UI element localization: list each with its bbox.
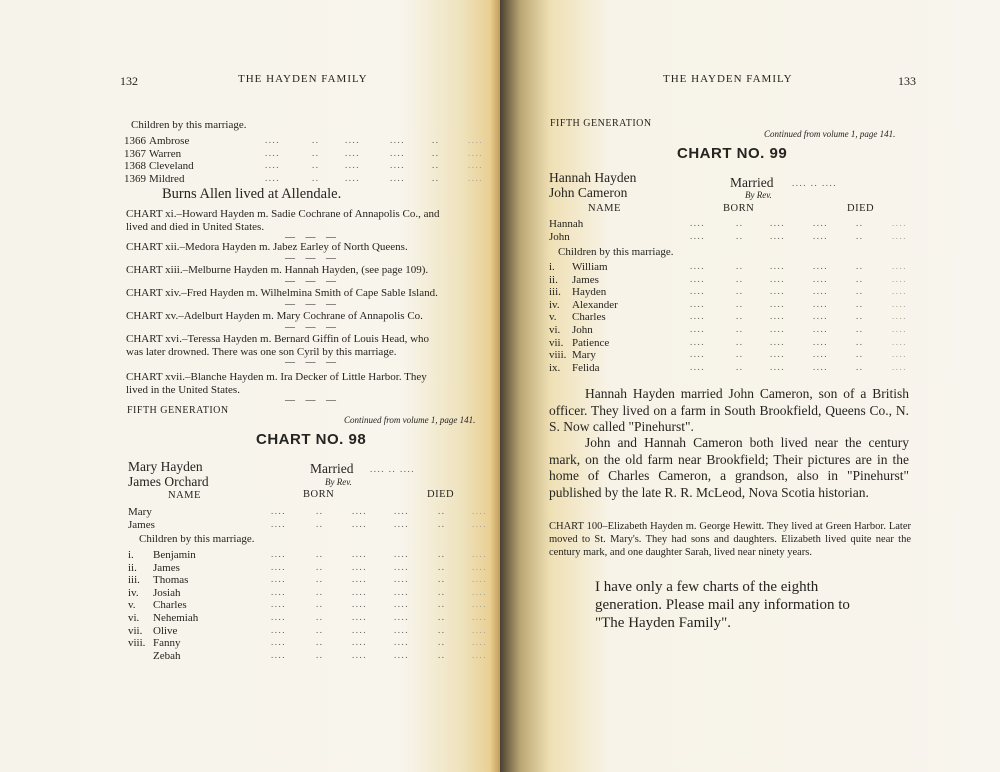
dot-leader: .. [312, 147, 320, 158]
dot-leader: .... [345, 135, 360, 145]
dot-leader: .. [736, 231, 744, 241]
dot-leader: .... [472, 612, 487, 622]
page-number: 132 [120, 74, 138, 88]
col-died: DIED [427, 489, 455, 500]
dot-leader: .. [316, 649, 324, 660]
continued-note: Continued from volume 1, page 141. [764, 129, 896, 139]
child-number: ii. [128, 561, 137, 574]
dot-leader: .... [892, 286, 907, 297]
dot-leader: .... [271, 637, 286, 648]
dot-leader: .. [856, 273, 864, 284]
col-died: DIED [847, 203, 875, 214]
dot-leader: .... [770, 286, 785, 297]
dot-leader: .... [770, 298, 785, 309]
dot-leader: .. [316, 612, 324, 622]
dot-leader: .. [316, 574, 324, 585]
dot-leader: .. [736, 286, 744, 297]
dot-leader: .. [316, 549, 324, 559]
dot-leader: .. [736, 349, 744, 360]
dot-leader: .... [271, 506, 286, 516]
dot-leader: .... [345, 172, 360, 183]
child-number: iv. [128, 586, 139, 599]
child-number: i. [128, 549, 134, 561]
child-name: Thomas [153, 574, 189, 587]
child-number: iii. [128, 574, 140, 587]
chart-100-note: CHART 100–Elizabeth Hayden m. George Hewitt. They lived at Green Harbor. Later moved to St. Mary's. They had sons and daughters. Elizabeth lived quite near the century mark, and one daughter Sarah, lived near ninety years. [549, 521, 911, 558]
dot-leader: .... [690, 324, 705, 334]
dot-leader: .. [316, 624, 324, 635]
dot-leader: .... [690, 273, 705, 284]
child-number: iii. [549, 286, 561, 299]
dot-leader: .. [856, 361, 864, 372]
dot-leader: .... [690, 261, 705, 271]
dot-leader: .... [690, 231, 705, 241]
married-dots: .... .. .... [370, 464, 415, 474]
dot-leader: .... [770, 261, 785, 271]
child-number: vi. [549, 324, 561, 336]
dot-leader: .. [856, 336, 864, 347]
separator-dashes: — — — [285, 232, 340, 243]
dot-leader: .... [813, 361, 828, 372]
dot-leader: .... [390, 172, 405, 183]
dot-leader: .... [813, 298, 828, 309]
col-name: NAME [168, 490, 201, 501]
children-label: Children by this marriage. [558, 246, 674, 258]
chart-note-line: CHART xiv.–Fred Hayden m. Wilhelmina Smith of Cape Sable Island. [126, 287, 438, 299]
dot-leader: .... [813, 324, 828, 334]
child-name: Zebah [153, 649, 181, 662]
paragraph-1: Hannah Hayden married John Cameron, son of a British officer. They lived on a farm in South Brookfield, Queens Co., N. S. Now called "Pinehurst". [549, 386, 909, 434]
child-name: Charles [572, 311, 606, 324]
dot-leader: .... [770, 231, 785, 241]
child-name: James [153, 561, 180, 574]
dot-leader: .... [892, 324, 907, 334]
dot-leader: .... [390, 160, 405, 170]
dot-leader: .. [438, 519, 446, 529]
dot-leader: .. [736, 218, 744, 228]
dot-leader: .. [438, 612, 446, 622]
dot-leader: .... [472, 519, 487, 529]
dot-leader: .... [271, 624, 286, 635]
dot-leader: .... [271, 649, 286, 660]
child-number: v. [549, 311, 557, 324]
child-name: Fanny [153, 637, 181, 650]
dot-leader: .... [271, 561, 286, 572]
chart-note-line: CHART xii.–Medora Hayden m. Jabez Earley of North Queens. [126, 241, 408, 253]
married-dots: .... .. .... [792, 178, 837, 188]
dot-leader: .... [813, 349, 828, 360]
dot-leader: .. [856, 311, 864, 322]
dot-leader: .... [813, 286, 828, 297]
chart-note-line: CHART xvii.–Blanche Hayden m. Ira Decker of Little Harbor. They [126, 371, 427, 383]
dot-leader: .. [438, 561, 446, 572]
dot-leader: .... [394, 586, 409, 597]
dot-leader: .... [352, 506, 367, 516]
dot-leader: .... [394, 574, 409, 585]
dot-leader: .... [690, 286, 705, 297]
dot-leader: .... [352, 649, 367, 660]
dot-leader: .. [856, 349, 864, 360]
child-number: iv. [549, 298, 560, 311]
parent-name: Hannah [549, 218, 584, 230]
dot-leader: .... [265, 172, 280, 183]
dot-leader: .. [316, 637, 324, 648]
dot-leader: .... [770, 361, 785, 372]
dot-leader: .... [394, 561, 409, 572]
dot-leader: .. [438, 637, 446, 648]
child-number: vii. [549, 336, 564, 349]
dot-leader: .. [736, 311, 744, 322]
spouse-2: James Orchard [128, 474, 209, 489]
child-number: 1367 [124, 147, 146, 160]
separator-dashes: — — — [285, 299, 340, 310]
dot-leader: .... [271, 586, 286, 597]
dot-leader: .... [352, 549, 367, 559]
dot-leader: .... [690, 361, 705, 372]
dot-leader: .. [736, 273, 744, 284]
dot-leader: .... [352, 561, 367, 572]
child-name: Hayden [572, 286, 607, 299]
paragraph-2: John and Hannah Cameron both lived near the century mark, on the old farm near Brookfield; Their pictures are in the home of Charles Cameron, a grandson, also in "Pinehurst" published by the late R. R. McLeod, Nova Scotia historian. [549, 435, 909, 500]
dot-leader: .... [690, 349, 705, 360]
dot-leader: .... [271, 549, 286, 559]
child-name: William [572, 261, 608, 273]
dot-leader: .... [770, 311, 785, 322]
separator-dashes: — — — [285, 276, 340, 287]
col-name: NAME [588, 203, 621, 214]
dot-leader: .. [856, 231, 864, 241]
dot-leader: .... [352, 624, 367, 635]
dot-leader: .... [770, 349, 785, 360]
child-name: Josiah [153, 586, 181, 599]
dot-leader: .... [813, 273, 828, 284]
child-number: viii. [128, 637, 146, 650]
dot-leader: .... [345, 160, 360, 170]
child-number: v. [128, 599, 136, 612]
child-name: Alexander [572, 298, 618, 311]
dot-leader: .... [394, 506, 409, 516]
dot-leader: .... [892, 218, 907, 228]
dot-leader: .. [736, 336, 744, 347]
dot-leader: .. [736, 324, 744, 334]
chart-note-line: CHART xv.–Adelburt Hayden m. Mary Cochrane of Annapolis Co. [126, 310, 423, 322]
child-name: Felida [572, 361, 600, 374]
dot-leader: .... [770, 336, 785, 347]
child-name: John [572, 324, 593, 336]
dot-leader: .. [856, 298, 864, 309]
page-number: 133 [898, 74, 916, 88]
parent-name: John [549, 231, 570, 243]
dot-leader: .. [312, 160, 320, 170]
dot-leader: .... [352, 519, 367, 529]
parent-name: James [128, 519, 155, 531]
dot-leader: .... [690, 218, 705, 228]
child-name: Benjamin [153, 549, 196, 561]
dot-leader: .... [472, 549, 487, 559]
dot-leader: .... [892, 336, 907, 347]
child-name: James [572, 273, 599, 286]
chart-note-line: lived and died in United States. [126, 221, 265, 233]
by-rev-label: By Rev. [745, 190, 772, 200]
dot-leader: .... [352, 599, 367, 610]
separator-dashes: — — — [285, 253, 340, 264]
dot-leader: .... [892, 273, 907, 284]
dot-leader: .... [690, 311, 705, 322]
dot-leader: .. [316, 561, 324, 572]
dot-leader: .... [892, 231, 907, 241]
married-label: Married [310, 461, 354, 476]
dot-leader: .... [468, 172, 483, 183]
dot-leader: .... [390, 135, 405, 145]
dot-leader: .... [265, 135, 280, 145]
dot-leader: .... [472, 649, 487, 660]
child-name: Nehemiah [153, 612, 199, 624]
child-name: Ambrose [149, 135, 190, 147]
separator-dashes: — — — [285, 357, 340, 368]
dot-leader: .... [265, 160, 280, 170]
child-name: Cleveland [149, 160, 194, 172]
dot-leader: .... [472, 561, 487, 572]
dot-leader: .. [438, 506, 446, 516]
dot-leader: .. [438, 549, 446, 559]
spouse-2: John Cameron [549, 185, 628, 200]
children-label: Children by this marriage. [131, 119, 247, 131]
dot-leader: .... [472, 506, 487, 516]
child-number: vii. [128, 624, 143, 637]
dot-leader: .. [432, 135, 440, 145]
spouse-1: Mary Hayden [128, 459, 203, 474]
married-label: Married [730, 175, 774, 190]
child-name: Mildred [149, 172, 185, 185]
dot-leader: .... [271, 612, 286, 622]
child-name: Warren [149, 147, 182, 160]
child-number: ix. [549, 361, 561, 374]
child-number: ii. [549, 273, 558, 286]
dot-leader: .... [770, 273, 785, 284]
chart-note-line: CHART xiii.–Melburne Hayden m. Hannah Hayden, (see page 109). [126, 264, 429, 276]
dot-leader: .... [472, 637, 487, 648]
chart-title: CHART NO. 99 [677, 145, 788, 162]
dot-leader: .... [352, 637, 367, 648]
child-number: viii. [549, 349, 567, 362]
dot-leader: .. [736, 261, 744, 271]
parent-name: Mary [128, 506, 152, 518]
burns-line: Burns Allen lived at Allendale. [162, 186, 342, 202]
dot-leader: .... [394, 612, 409, 622]
dot-leader: .... [813, 311, 828, 322]
child-number: 1366 [124, 135, 146, 147]
right-page [500, 0, 1000, 772]
child-name: Mary [572, 349, 596, 362]
dot-leader: .. [736, 361, 744, 372]
dot-leader: .... [813, 261, 828, 271]
dot-leader: .... [394, 549, 409, 559]
by-rev-label: By Rev. [325, 477, 352, 487]
dot-leader: .... [472, 574, 487, 585]
running-header: THE HAYDEN FAMILY [663, 73, 793, 85]
child-number: i. [549, 261, 555, 273]
dot-leader: .... [265, 147, 280, 158]
dot-leader: .... [271, 574, 286, 585]
dot-leader: .... [352, 574, 367, 585]
children-label: Children by this marriage. [139, 533, 255, 545]
dot-leader: .. [438, 599, 446, 610]
dot-leader: .. [438, 624, 446, 635]
chart-note-line: lived in the United States. [126, 384, 240, 396]
dot-leader: .. [856, 324, 864, 334]
dot-leader: .... [345, 147, 360, 158]
dot-leader: .. [432, 172, 440, 183]
child-name: Olive [153, 624, 178, 637]
dot-leader: .... [770, 218, 785, 228]
running-header: THE HAYDEN FAMILY [238, 73, 368, 85]
child-number: 1369 [124, 172, 146, 185]
dot-leader: .... [271, 599, 286, 610]
dot-leader: .... [352, 612, 367, 622]
dot-leader: .. [316, 519, 324, 529]
dot-leader: .... [690, 298, 705, 309]
child-name: Charles [153, 599, 187, 612]
dot-leader: .. [432, 147, 440, 158]
child-number: 1368 [124, 160, 146, 172]
child-number: vi. [128, 612, 140, 624]
dot-leader: .... [472, 586, 487, 597]
dot-leader: .... [394, 637, 409, 648]
dot-leader: .... [892, 298, 907, 309]
dot-leader: .. [312, 135, 320, 145]
dot-leader: .... [468, 135, 483, 145]
dot-leader: .. [316, 599, 324, 610]
dot-leader: .... [390, 147, 405, 158]
dot-leader: .... [468, 147, 483, 158]
dot-leader: .. [736, 298, 744, 309]
dot-leader: .. [856, 218, 864, 228]
col-born: BORN [303, 489, 335, 500]
dot-leader: .... [394, 519, 409, 529]
dot-leader: .... [892, 349, 907, 360]
chart-title: CHART NO. 98 [256, 431, 367, 448]
dot-leader: .. [438, 649, 446, 660]
dot-leader: .... [690, 336, 705, 347]
dot-leader: .. [438, 586, 446, 597]
separator-dashes: — — — [285, 395, 340, 406]
dot-leader: .. [316, 586, 324, 597]
generation-label: FIFTH GENERATION [127, 405, 229, 416]
dot-leader: .... [472, 624, 487, 635]
generation-label: FIFTH GENERATION [550, 118, 652, 129]
spouse-1: Hannah Hayden [549, 170, 637, 185]
dot-leader: .... [394, 649, 409, 660]
dot-leader: .. [856, 286, 864, 297]
dot-leader: .. [432, 160, 440, 170]
continued-note: Continued from volume 1, page 141. [344, 415, 476, 425]
dot-leader: .... [892, 261, 907, 271]
closing-note: I have only a few charts of the eighth generation. Please mail any information to "The Hayden Family". [595, 579, 850, 631]
dot-leader: .... [813, 218, 828, 228]
dot-leader: .... [892, 311, 907, 322]
separator-dashes: — — — [285, 322, 340, 333]
dot-leader: .. [316, 506, 324, 516]
col-born: BORN [723, 203, 755, 214]
dot-leader: .. [312, 172, 320, 183]
dot-leader: .... [394, 599, 409, 610]
child-name: Patience [572, 336, 610, 349]
dot-leader: .. [438, 574, 446, 585]
dot-leader: .... [468, 160, 483, 170]
dot-leader: .. [856, 261, 864, 271]
dot-leader: .... [770, 324, 785, 334]
dot-leader: .... [472, 599, 487, 610]
dot-leader: .... [813, 336, 828, 347]
dot-leader: .... [394, 624, 409, 635]
dot-leader: .... [892, 361, 907, 372]
dot-leader: .... [813, 231, 828, 241]
dot-leader: .... [352, 586, 367, 597]
dot-leader: .... [271, 519, 286, 529]
chart-note-line: was later drowned. There was one son Cyril by this marriage. [126, 346, 397, 358]
chart-note-line: CHART xi.–Howard Hayden m. Sadie Cochrane of Annapolis Co., and [126, 208, 440, 220]
chart-note-line: CHART xvi.–Teressa Hayden m. Bernard Giffin of Louis Head, who [126, 333, 430, 345]
